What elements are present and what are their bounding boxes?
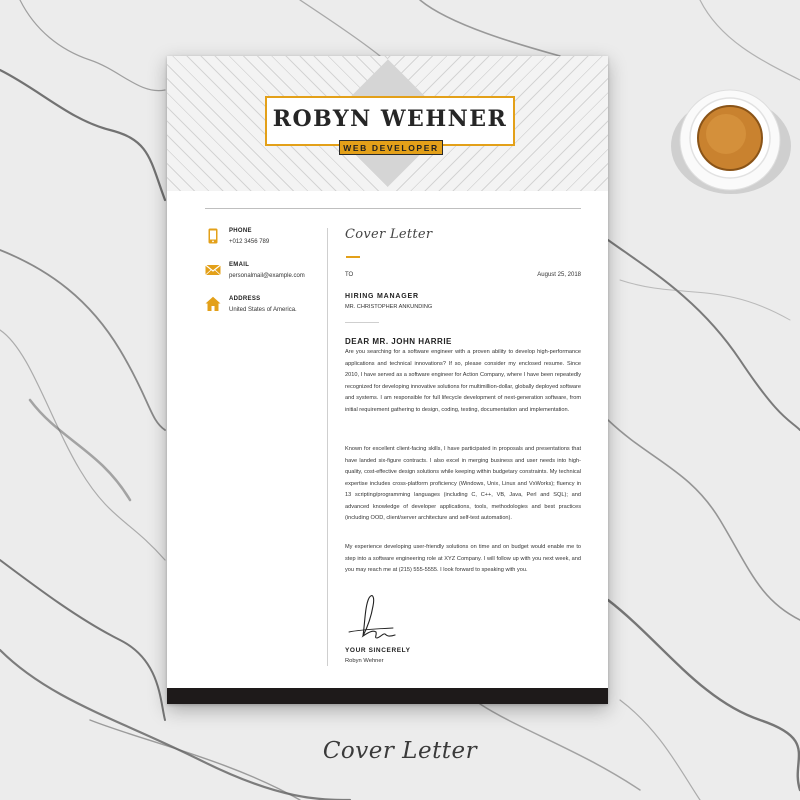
recipient-divider — [345, 322, 379, 323]
cover-letter-heading: Cover Letter — [345, 227, 433, 242]
heading-accent-line — [346, 256, 360, 258]
cover-letter-page — [167, 56, 608, 704]
applicant-name: ROBYN WEHNER — [272, 106, 508, 132]
coffee-cup-icon — [668, 86, 794, 198]
closing: YOUR SINCERELY — [345, 647, 411, 654]
home-icon — [205, 296, 221, 312]
contact-value: +012 3456 789 — [229, 239, 270, 245]
letter-paragraph: Are you searching for a software engineer with a proven ability to develop high-performance applications and technical innovations? If so, please consider my enclosed resume. Since 2010, I have served as a software engineer for Action Company, where I have been repeatedly recognized for developing innovative solutions for multimillion-dollar, globally deployed software and systems. I am responsible for full lifecycle development of next-generation software, from initial requirement gathering to design, coding, testing, documentation and implementation. — [345, 349, 581, 413]
envelope-icon — [205, 262, 221, 278]
signer-name: Robyn Wehner — [345, 658, 384, 664]
contact-label: PHONE — [229, 228, 252, 234]
contact-label: EMAIL — [229, 262, 250, 268]
recipient-title: HIRING MANAGER — [345, 293, 419, 300]
header-divider — [205, 208, 581, 209]
signature-icon — [343, 592, 401, 644]
phone-icon — [205, 228, 221, 244]
job-title-badge: WEB DEVELOPER — [339, 140, 443, 155]
letter-paragraph: Known for excellent client-facing skills, I have participated in proposals and presentations that have landed six-figure contracts. I also excel in merging business and user needs into high-quality, cost-effective design solutions while keeping within budgetary constraints. My technical expertise includes cross-platform proficiency (Windows, Unix, Linux and VxWorks); fluency in 13 scripting/programming languages (including C, C++, VB, Java, Perl and SQL); and advanced knowledge of developer applications, tools, methodologies and best practices (including OOD, client/server architecture and self-test automation). — [345, 446, 581, 521]
to-label: TO — [345, 272, 354, 278]
contact-value: personalmail@example.com — [229, 273, 305, 279]
contact-label: ADDRESS — [229, 296, 261, 302]
letter-paragraph: My experience developing user-friendly solutions on time and on budget would enable me to step into a software engineering role at XYZ Company. I will follow up with you next week, and you may reach me at (215) 555-5555. I look forward to speaking with you. — [345, 544, 581, 573]
name-box — [265, 96, 515, 146]
header-pattern — [167, 56, 608, 191]
column-divider — [327, 228, 328, 666]
salutation: DEAR MR. JOHN HARRIE — [345, 337, 452, 346]
contact-value: United States of America. — [229, 307, 297, 313]
footer-bar — [167, 688, 608, 704]
caption: Cover Letter — [322, 738, 478, 764]
letter-date: August 25, 2018 — [537, 272, 581, 278]
recipient-name: MR. CHRISTOPHER ANKUNDING — [345, 304, 433, 310]
